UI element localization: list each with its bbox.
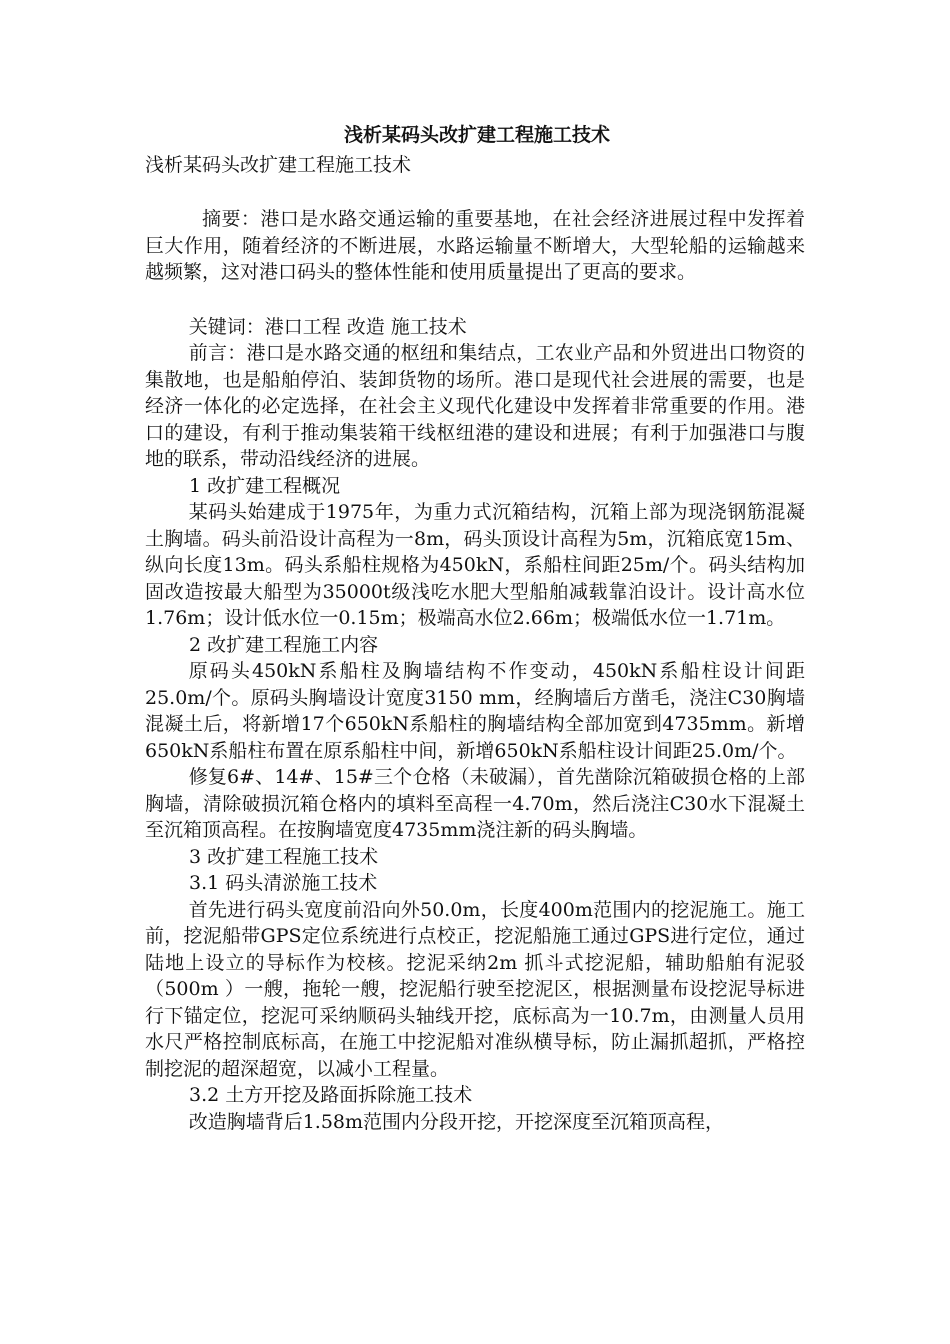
section-3-2-paragraph: 改造胸墙背后1.58m范围内分段开挖，开挖深度至沉箱顶高程，	[188, 1110, 725, 1133]
document-subtitle: 浅析某码头改扩建工程施工技术	[145, 154, 412, 176]
document-title: 浅析某码头改扩建工程施工技术	[343, 124, 610, 146]
preface-paragraph: 前言：港口是水路交通的枢纽和集结点，工农业产品和外贸进出口物资的集散地，也是船舶停泊、装卸货物的场所。港口是现代社会进展的需要，也是经济一体化的必定选择，在社会主义现代化建设中发挥着非常重要的作用。港口的建设，有利于推动集装箱干线枢纽港的建设和进展；有利于加强港口与腹地的联系，带动沿线经济的进展。	[145, 342, 805, 470]
section-3-1-paragraph: 首先进行码头宽度前沿向外50.0m，长度400m范围内的挖泥施工。施工前，挖泥船带GPS定位系统进行点校正，挖泥船施工通过GPS进行定位，通过陆地上设立的导标作为校核。挖泥采纳2m 抓斗式挖泥船，辅助船舶有泥驳（500m ）一艘，拖轮一艘，挖泥船行驶至挖泥区，根据测量布设挖泥导标进行下锚定位，挖泥可采纳顺码头轴线开挖，底标高为一10.7m，由测量人员用水尺严格控制底标高，在施工中挖泥船对准纵横导标，防止漏抓超抓，严格控制挖泥的超深超宽，以减小工程量。	[145, 898, 805, 1080]
section-1-paragraph: 某码头始建成于1975年，为重力式沉箱结构，沉箱上部为现浇钢筋混凝土胸墙。码头前沿设计高程为一8m，码头顶设计高程为5m，沉箱底宽15m、纵向长度13m。码头系船柱规格为450kN，系船柱间距25m/个。码头结构加固改造按最大船型为35000t级浅吃水肥大型船舶减载靠泊设计。设计高水位1.76m；设计低水位一0.15m；极端高水位2.66m；极端低水位一1.71m。	[145, 501, 805, 629]
spacer	[145, 286, 805, 314]
section-2-heading: 2 改扩建工程施工内容	[189, 633, 379, 656]
section-2-paragraph-1: 原码头450kN系船柱及胸墙结构不作变动，450kN系船柱设计间距25.0m/个。原码头胸墙设计宽度3150 mm，经胸墙后方凿毛，浇注C30胸墙混凝土后，将新增17个650kN系船柱的胸墙结构全部加宽到4735mm。新增650kN系船柱布置在原系船柱中间，新增650kN系船柱设计间距25.0m/个。	[145, 660, 805, 762]
section-2-paragraph-2: 修复6#、14#、15#三个仓格（未破漏），首先凿除沉箱破损仓格的上部胸墙，清除破损沉箱仓格内的填料至高程一4.70m，然后浇注C30水下混凝土至沉箱顶高程。在按胸墙宽度4735mm浇注新的码头胸墙。	[145, 766, 805, 841]
section-3-2-heading: 3.2 土方开挖及路面拆除施工技术	[189, 1084, 473, 1106]
spacer	[145, 178, 805, 206]
abstract-paragraph: 摘要：港口是水路交通运输的重要基地，在社会经济进展过程中发挥着巨大作用，随着经济的不断进展，水路运输量不断增大，大型轮船的运输越来越频繁，这对港口码头的整体性能和使用质量提出了更高的要求。	[145, 208, 805, 283]
section-3-heading: 3 改扩建工程施工技术	[189, 845, 379, 868]
section-1-heading: 1 改扩建工程概况	[189, 474, 341, 497]
keywords-line: 关键词：港口工程 改造 施工技术	[188, 315, 467, 338]
document-page	[145, 118, 805, 1135]
section-3-1-heading: 3.1 码头清淤施工技术	[189, 872, 378, 894]
